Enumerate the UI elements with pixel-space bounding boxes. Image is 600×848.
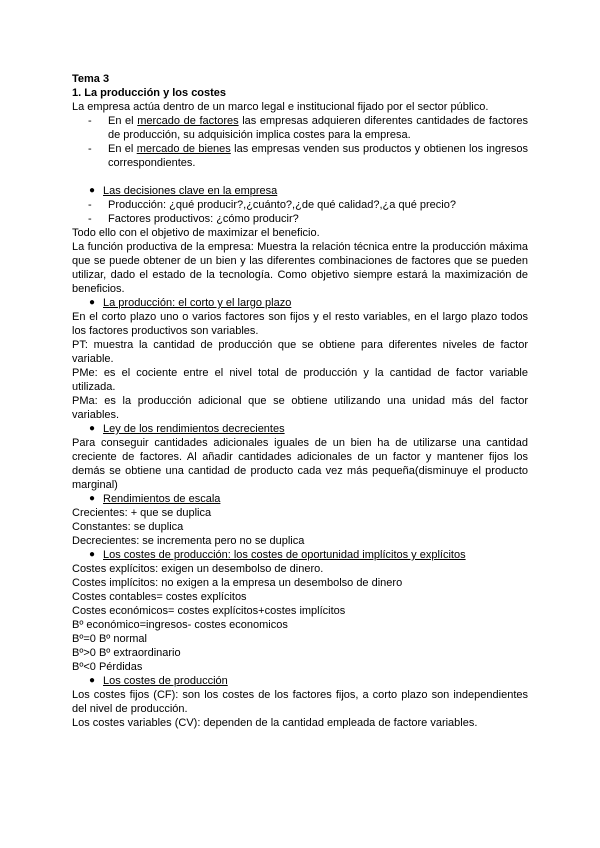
text-line: Costes contables= costes explícitos [72,591,247,603]
term-underlined: mercado de factores [137,115,239,127]
pt-paragraph: PT: muestra la cantidad de producción que se obtiene para diferentes niveles de factor variable. [72,339,528,365]
text-line: Costes explícitos: exigen un desembolso de dinero. [72,563,324,575]
pma-paragraph: PMa: es la producción adicional que se obtiene utilizando una unidad más del factor variables. [72,395,528,421]
diminishing-paragraph: Para conseguir cantidades adicionales iguales de un bien ha de utilizarse una cantidad creciente de factores. Al añadir cantidades adicionales de un factor y mantener fijos los demás se obtiene una cantidad de producto cada vez más pequeña(disminuye el producto marginal) [72,437,528,491]
text-line: Costes implícitos: no exigen a la empresa un desembolso de dinero [72,577,403,589]
bullet-heading: ● Los costes de producción [89,675,228,687]
bullet-marker: ● [89,423,96,434]
text-line: Constantes: se duplica [72,521,184,533]
document-title: Tema 3 [72,73,110,85]
text-line: Bº económico=ingresos- costes economicos [72,619,288,631]
short-long-paragraph: En el corto plazo uno o varios factores son fijos y el resto variables, en el largo plazo todos los factores productivos son variables. [72,311,528,337]
text-line: Costes económicos= costes explícitos+costes implícitos [72,605,346,617]
text-line: Crecientes: + que se duplica [72,507,212,519]
dash-marker: - [88,213,92,225]
dash-marker: - [88,143,92,155]
text-line: Bº=0 Bº normal [72,633,147,645]
variable-costs-paragraph: Los costes variables (CV): dependen de la cantidad empleada de factore variables. [72,717,478,729]
fixed-costs-paragraph: Los costes fijos (CF): son los costes de los factores fijos, a corto plazo son independientes del nivel de producción. [72,689,528,715]
dash-marker: - [88,199,92,211]
bullet-marker: ● [89,493,96,504]
list-item: - Producción: ¿qué producir?,¿cuánto?,¿de qué calidad?,¿a qué precio? [88,199,456,211]
bullet-marker: ● [89,675,96,686]
bullet-heading: ● La producción: el corto y el largo plazo [89,297,292,309]
list-item: - Factores productivos: ¿cómo producir? [88,213,299,225]
intro-paragraph: La empresa actúa dentro de un marco legal e institucional fijado por el sector público. [72,101,489,113]
bullet-marker: ● [89,297,96,308]
objective-line: Todo ello con el objetivo de maximizar el beneficio. [72,227,320,239]
list-item-text: En el mercado de bienes las empresas venden sus productos y obtienen los ingresos correspondientes. [108,143,528,169]
bullet-heading: ● Ley de los rendimientos decrecientes [89,423,285,435]
text-line: Bº>0 Bº extraordinario [72,647,181,659]
bullet-marker: ● [89,549,96,560]
text-line: Bº<0 Pérdidas [72,661,143,673]
list-item [72,142,528,170]
document-page [72,72,528,730]
list-item-text: En el mercado de factores las empresas adquieren diferentes cantidades de factores de producción, su adquisición implica costes para la empresa. [108,115,528,141]
dash-marker: - [88,115,92,127]
production-function-paragraph: La función productiva de la empresa: Muestra la relación técnica entre la producción máxima que se puede obtener de un bien y las diferentes combinaciones de factores que se pueden utilizar, dado el estado de la tecnología. Como objetivo siempre estará la maximización de beneficios. [72,241,528,295]
bullet-heading: ● Las decisiones clave en la empresa [89,185,278,197]
pme-paragraph: PMe: es el cociente entre el nivel total de producción y la cantidad de factor variable utilizada. [72,367,528,393]
bullet-marker: ● [89,185,96,196]
bullet-heading: ● Rendimientos de escala [89,493,221,505]
list-item [72,114,528,142]
section-heading: 1. La producción y los costes [72,87,227,99]
bullet-heading: ● Los costes de producción: los costes de oportunidad implícitos y explícitos [89,549,466,561]
text-line: Decrecientes: se incrementa pero no se duplica [72,535,305,547]
term-underlined: mercado de bienes [136,143,231,155]
